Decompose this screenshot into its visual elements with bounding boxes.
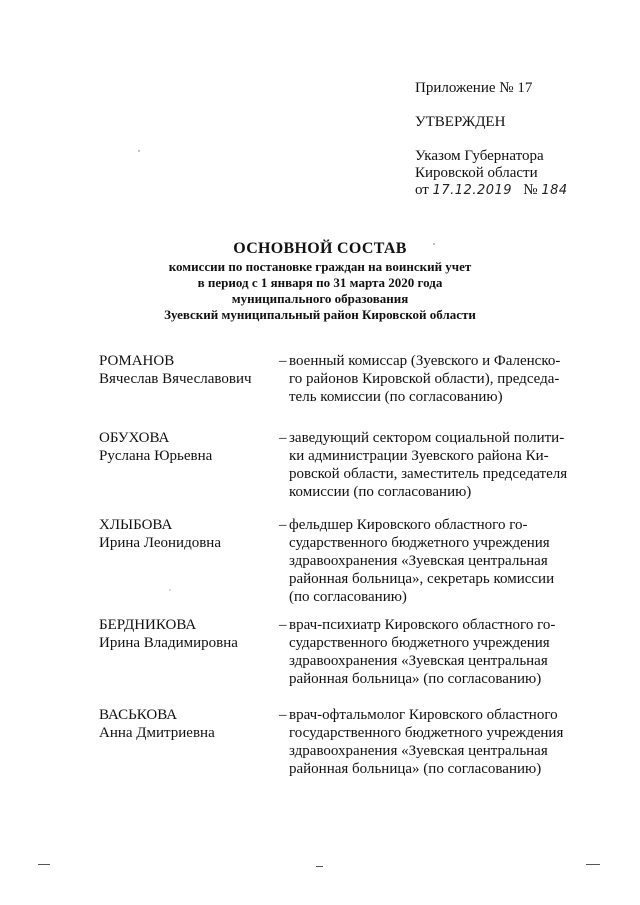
- title-main: ОСНОВНОЙ СОСТАВ: [233, 240, 407, 257]
- member-name: [99, 429, 274, 465]
- role-line: го районов Кировской области), председа-: [289, 371, 560, 387]
- member-dash: –: [279, 517, 287, 533]
- title-line-4: Зуевский муниципальный район Кировской области: [164, 307, 476, 322]
- member-surname: ОБУХОВА: [99, 430, 170, 446]
- role-line: заведующий сектором социальной полити-: [289, 430, 565, 446]
- decree-line-2: Кировской области: [415, 165, 538, 181]
- member-role: [289, 429, 583, 501]
- member-given-name: Анна Дмитриевна: [99, 725, 215, 741]
- number-prefix: №: [523, 182, 538, 198]
- appendix-number: Приложение № 17: [415, 80, 533, 96]
- approved-label: УТВЕРЖДЕН: [415, 114, 506, 130]
- document-title: [60, 239, 580, 323]
- date-prefix: от: [415, 182, 429, 198]
- member-role: [289, 352, 583, 406]
- member-name: [99, 516, 274, 552]
- role-line: районная больница» (по согласованию): [289, 671, 542, 687]
- member-given-name: Руслана Юрьевна: [99, 448, 213, 464]
- role-line: ровской области, заместитель председателя: [289, 466, 568, 482]
- member-name: [99, 616, 274, 652]
- decree-line-1: Указом Губернатора: [415, 148, 544, 164]
- member-given-name: Ирина Леонидовна: [99, 535, 221, 551]
- role-line: здравоохранения «Зуевская центральная: [289, 553, 548, 569]
- role-line: здравоохранения «Зуевская центральная: [289, 743, 548, 759]
- member-given-name: Ирина Владимировна: [99, 635, 238, 651]
- role-line: тель комиссии (по согласованию): [289, 389, 503, 405]
- handwritten-date: 17.12.2019: [432, 183, 513, 198]
- role-line: сударственного бюджетного учреждения: [289, 635, 550, 651]
- decree-date-line: [415, 182, 630, 199]
- role-line: сударственного бюджетного учреждения: [289, 535, 550, 551]
- title-line-1: комиссии по постановке граждан на воинский учет: [168, 259, 472, 274]
- member-surname: РОМАНОВ: [99, 353, 175, 369]
- member-dash: –: [279, 617, 287, 633]
- handwritten-number: 184: [541, 183, 568, 198]
- role-line: государственного бюджетного учреждения: [289, 725, 564, 741]
- role-line: (по согласованию): [289, 589, 407, 605]
- member-given-name: Вячеслав Вячеславович: [99, 371, 252, 387]
- member-role: [289, 616, 583, 688]
- role-line: комиссии (по согласованию): [289, 484, 472, 500]
- role-line: фельдшер Кировского областного го-: [289, 517, 528, 533]
- role-line: врач-офтальмолог Кировского областного: [289, 707, 558, 723]
- member-name: [99, 706, 274, 742]
- role-line: районная больница», секретарь комиссии: [289, 571, 555, 587]
- member-role: [289, 516, 583, 606]
- member-dash: –: [279, 430, 287, 446]
- member-surname: ХЛЫБОВА: [99, 517, 173, 533]
- member-surname: БЕРДНИКОВА: [99, 617, 197, 633]
- role-line: врач-психиатр Кировского областного го-: [289, 617, 556, 633]
- member-role: [289, 706, 583, 778]
- role-line: районная больница» (по согласованию): [289, 761, 542, 777]
- member-dash: –: [279, 353, 287, 369]
- title-line-3: муниципального образования: [231, 291, 409, 306]
- role-line: военный комиссар (Зуевского и Фаленско-: [289, 353, 561, 369]
- approval-block: [415, 80, 630, 199]
- title-line-2: в период с 1 января по 31 марта 2020 года: [197, 275, 443, 290]
- member-dash: –: [279, 707, 287, 723]
- member-name: [99, 352, 274, 388]
- member-surname: ВАСЬКОВА: [99, 707, 178, 723]
- role-line: здравоохранения «Зуевская центральная: [289, 653, 548, 669]
- role-line: ки администрации Зуевского района Ки-: [289, 448, 549, 464]
